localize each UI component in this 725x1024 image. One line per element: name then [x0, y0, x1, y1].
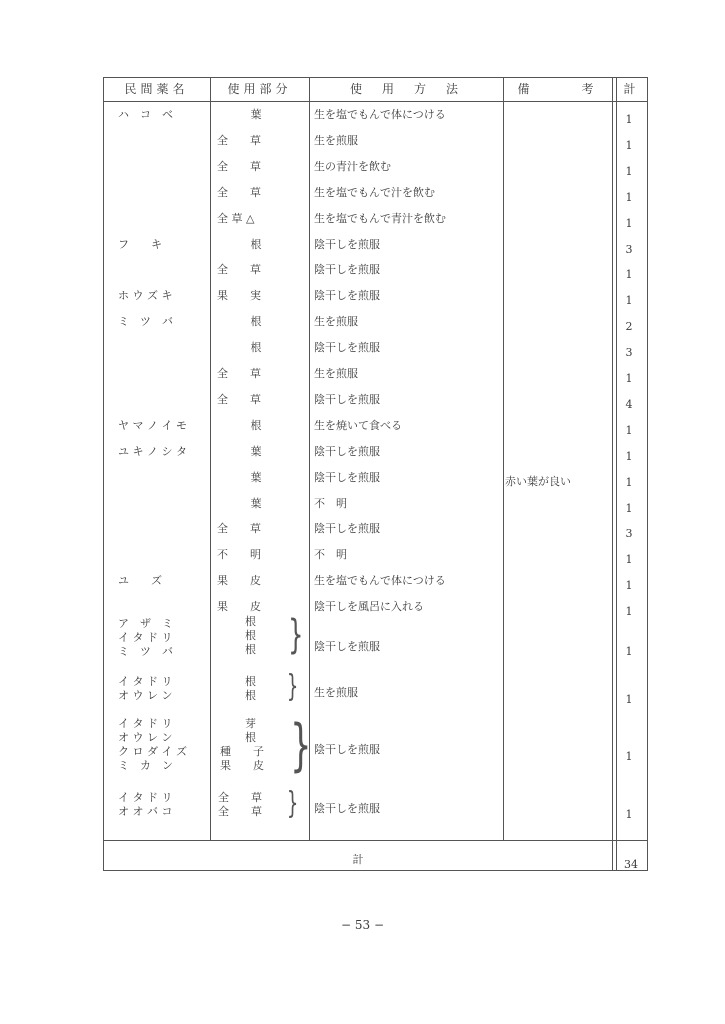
row-part: 全 草 [217, 522, 261, 536]
list-item: 根 [245, 629, 256, 642]
row-method: 陰干しを煎服 [314, 289, 380, 303]
row-count: 1 [625, 501, 633, 515]
row-part: 果 皮 [217, 600, 261, 614]
group-count: 1 [625, 693, 633, 706]
row-count: 3 [625, 527, 633, 541]
row-method: 生を塩でもんで体につける [314, 108, 446, 121]
row-method: 生を煎服 [314, 367, 358, 380]
header-divider [103, 101, 648, 102]
header-count: 計 [623, 82, 640, 96]
list-item: 果 皮 [220, 759, 264, 772]
list-item: 根 [245, 689, 256, 702]
row-method: 生を塩でもんで汁を飲む [314, 185, 435, 199]
row-count: 1 [625, 553, 633, 567]
row-part: 根 [250, 418, 262, 432]
row-part: 全 草 [217, 159, 261, 173]
page-number: − 53 − [340, 918, 384, 932]
column-divider [612, 77, 613, 870]
row-method: 陰干しを煎服 [314, 470, 380, 484]
row-count: 1 [625, 268, 633, 282]
row-count: 3 [625, 242, 633, 256]
row-name: ハ コ ベ [118, 108, 173, 121]
brace: } [286, 669, 299, 704]
row-part: 全 草 △ [217, 211, 255, 225]
group-names [118, 791, 202, 819]
list-item: 全 草 [218, 805, 262, 818]
list-item: 根 [245, 615, 256, 628]
table-border-left [103, 77, 104, 870]
row-part: 根 [250, 237, 262, 251]
row-remark: 赤い葉が良い [505, 474, 571, 488]
row-name: ヤ マ ノ イ モ [118, 418, 187, 432]
header-name: 民間薬名 [124, 82, 189, 96]
row-count: 1 [625, 190, 633, 204]
list-item: ア ザ ミ [118, 617, 173, 630]
list-item: ミ カ ン [118, 759, 173, 772]
row-method: 生を塩でもんで青汁を飲む [314, 211, 446, 225]
row-part: 根 [250, 315, 262, 329]
row-part: 葉 [250, 496, 262, 510]
brace: } [288, 612, 304, 658]
row-part: 不 明 [217, 548, 261, 562]
row-count: 1 [625, 449, 633, 463]
list-item: イ タ ド リ [118, 675, 173, 688]
group-method: 陰干しを煎服 [314, 743, 380, 756]
header-part: 使用部分 [227, 82, 292, 96]
row-method: 生を煎服 [314, 315, 358, 329]
group-method: 陰干しを煎服 [314, 640, 380, 653]
list-item: ク ロ ダ イ ズ [118, 745, 187, 758]
table-border-right [647, 77, 648, 870]
total-value: 34 [624, 858, 638, 871]
row-name: ユ ズ [118, 574, 162, 588]
row-method: 陰干しを煎服 [314, 444, 380, 458]
group-parts [218, 791, 262, 819]
row-method: 生を焼いて食べる [314, 418, 402, 432]
row-part: 全 草 [217, 392, 261, 406]
row-count: 1 [625, 605, 633, 619]
row-method: 生の青汁を飲む [314, 159, 391, 173]
row-count: 1 [625, 372, 633, 385]
list-item: イ タ ド リ [118, 717, 173, 730]
total-label: 計 [352, 853, 364, 866]
list-item: オ ウ レ ン [118, 689, 173, 702]
list-item: 根 [245, 731, 256, 744]
row-part: 全 草 [217, 133, 261, 147]
group-count: 1 [625, 750, 633, 763]
row-count: 1 [625, 579, 633, 593]
row-method: 不 明 [314, 496, 347, 510]
table-border-top [103, 77, 648, 78]
group-parts [245, 615, 256, 657]
row-name: ミ ツ バ [118, 315, 173, 329]
group-names [118, 717, 202, 773]
list-item: イ タ ド リ [118, 631, 173, 644]
group-count: 1 [625, 645, 633, 658]
row-count: 4 [625, 397, 633, 411]
list-item: 根 [245, 643, 256, 656]
list-item: オ オ バ コ [118, 805, 173, 818]
row-count: 1 [625, 216, 633, 230]
table-border-bottom [103, 870, 648, 871]
row-count: 3 [625, 346, 633, 360]
row-method: 陰干しを風呂に入れる [314, 600, 424, 614]
header-remark: 備 考 [517, 82, 598, 96]
list-item: ミ ツ バ [118, 645, 173, 658]
row-method: 陰干しを煎服 [314, 341, 380, 355]
brace: } [290, 713, 312, 778]
total-divider [103, 840, 648, 841]
row-method: 陰干しを煎服 [314, 263, 380, 277]
row-name: ユ キ ノ シ タ [118, 444, 187, 458]
row-part: 葉 [250, 444, 262, 458]
row-method: 不 明 [314, 548, 347, 562]
row-part: 葉 [250, 108, 262, 121]
row-part: 根 [250, 341, 262, 355]
row-count: 2 [625, 320, 633, 334]
row-count: 1 [625, 475, 633, 489]
header-method: 使 用 方 法 [349, 82, 462, 96]
row-part: 全 草 [217, 367, 261, 380]
row-count: 1 [625, 113, 633, 126]
brace: } [286, 786, 299, 821]
row-part: 全 草 [217, 263, 261, 277]
list-item: イ タ ド リ [118, 791, 173, 804]
row-method: 陰干しを煎服 [314, 237, 380, 251]
list-item: 根 [245, 675, 256, 688]
list-item: 種 子 [220, 745, 264, 758]
row-count: 1 [625, 164, 633, 178]
row-count: 1 [625, 423, 633, 437]
group-count: 1 [625, 808, 633, 821]
row-name: ホ ウ ズ キ [118, 289, 173, 303]
group-names [118, 675, 202, 703]
row-count: 1 [625, 294, 633, 308]
list-item: 芽 [245, 717, 256, 730]
row-part: 果 実 [217, 289, 261, 303]
group-names [118, 617, 202, 659]
row-part: 葉 [250, 470, 262, 484]
group-method: 陰干しを煎服 [314, 802, 380, 815]
group-method: 生を煎服 [314, 686, 358, 699]
row-method: 生を煎服 [314, 133, 358, 147]
row-method: 生を塩でもんで体につける [314, 574, 446, 588]
list-item: 全 草 [218, 791, 262, 804]
group-parts [220, 717, 280, 773]
row-part: 果 皮 [217, 574, 261, 588]
group-parts [245, 675, 256, 703]
row-name: フ キ [118, 237, 162, 251]
row-count: 1 [625, 138, 633, 152]
row-part: 全 草 [217, 185, 261, 199]
row-method: 陰干しを煎服 [314, 522, 380, 536]
column-divider [210, 77, 211, 840]
list-item: オ ウ レ ン [118, 731, 173, 744]
row-method: 陰干しを煎服 [314, 392, 380, 406]
